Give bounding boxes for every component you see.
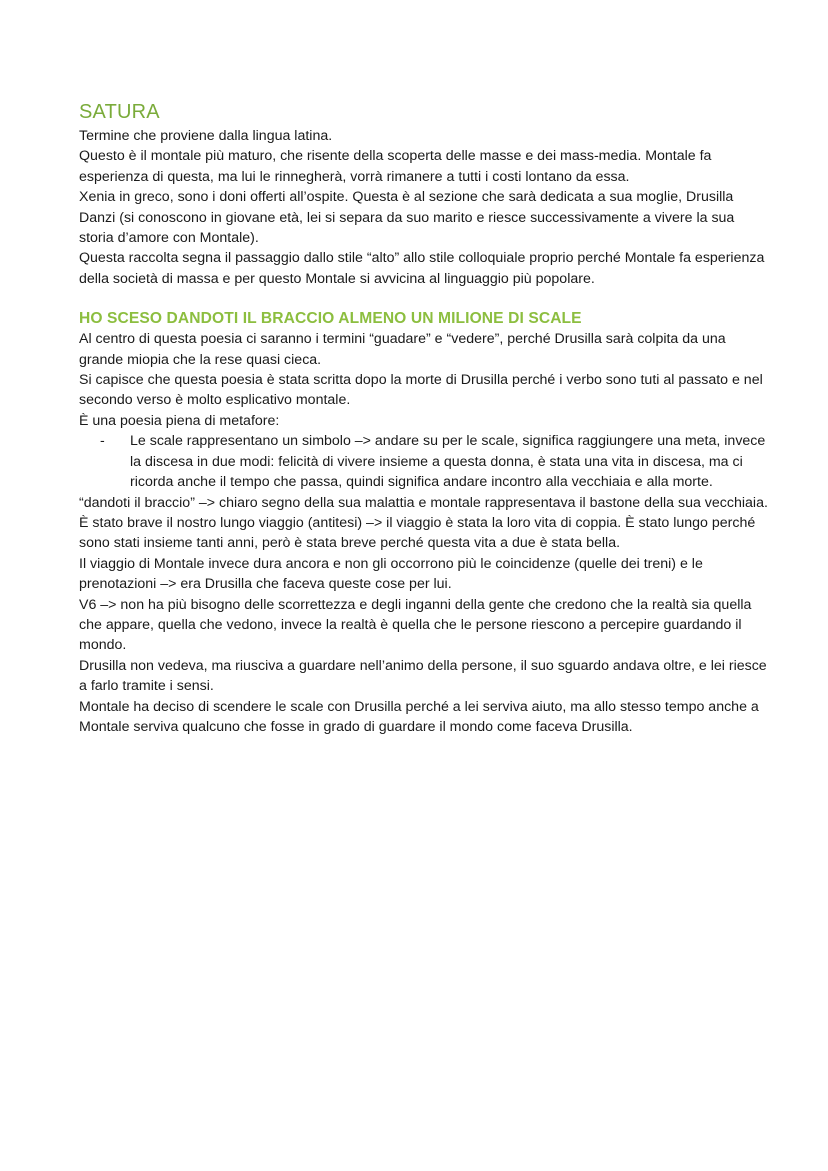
- paragraph: Il viaggio di Montale invece dura ancora e non gli occorrono più le coincidenze (quelle dei treni) e le prenotazioni –> era Drusilla che faceva queste cose per lui.: [79, 555, 703, 593]
- bullet-marker: -: [100, 433, 105, 450]
- paragraph: “dandoti il braccio” –> chiaro segno della sua malattia e montale rappresentava il bastone della sua vecchiaia.: [79, 494, 768, 511]
- paragraph: Drusilla non vedeva, ma riusciva a guardare nell’animo della persone, il suo sguardo andava oltre, e lei riesce a farlo tramite i sensi.: [79, 657, 767, 695]
- document-page: [79, 101, 769, 737]
- paragraph: Xenia in greco, sono i doni offerti all’ospite. Questa è al sezione che sarà dedicata a sua moglie, Drusilla Danzi (si conoscono in giovane età, lei si separa da suo marito e riesce successivamente a vivere la sua storia d’amore con Montale).: [79, 189, 735, 247]
- paragraph: Questo è il montale più maturo, che risente della scoperta delle masse e dei mass-media. Montale fa esperienza di questa, ma lui le rinnegherà, vorrà rimanere a tutti i costi lontano da essa.: [79, 148, 712, 185]
- paragraph: Termine che proviene dalla lingua latina.: [79, 128, 333, 144]
- paragraph: Montale ha deciso di scendere le scale con Drusilla perché a lei serviva aiuto, ma allo stesso tempo anche a Montale serviva qualcuno che fosse in grado di guardare il mondo come faceva Drusilla.: [79, 698, 759, 735]
- metaphor-list: [79, 431, 769, 492]
- paragraph: Questa raccolta segna il passaggio dallo stile “alto” allo stile colloquiale proprio perché Montale fa esperienza della società di massa e per questo Montale si avvicina al linguaggio più popolare.: [79, 250, 765, 287]
- paragraph: È una poesia piena di metafore:: [79, 412, 280, 429]
- list-item: [100, 431, 769, 492]
- list-item-text: Le scale rappresentano un simbolo –> andare su per le scale, significa raggiungere una meta, invece la discesa in due modi: felicità di vivere insieme a questa donna, è stata una vita in discesa, ma ci ricorda anche il tempo che passa, quindi significa andare incontro alla vecchiaia e alla morte.: [130, 433, 766, 491]
- paragraph: Si capisce che questa poesia è stata scritta dopo la morte di Drusilla perché i verbo sono tuti al passato e nel secondo verso è molto esplicativo montale.: [79, 372, 763, 409]
- paragraph: Al centro di questa poesia ci saranno i termini “guadare” e “vedere”, perché Drusilla sarà colpita da una grande miopia che la rese quasi cieca.: [79, 331, 726, 368]
- section-title-poem: HO SCESO DANDOTI IL BRACCIO ALMENO UN MILIONE DI SCALE: [79, 310, 582, 328]
- paragraph: V6 –> non ha più bisogno delle scorrettezza e degli inganni della gente che credono che la realtà sia quella che appare, quella che vedono, invece la realtà è quella che le persone riescono a percepire guardando il mondo.: [79, 596, 752, 654]
- section-title-satura: SATURA: [79, 101, 160, 123]
- paragraph: È stato brave il nostro lungo viaggio (antitesi) –> il viaggio è stata la loro vita di coppia. È stato lungo perché sono stati insieme tanti anni, però è stata breve perché questa vita a due è stata bella.: [79, 514, 756, 552]
